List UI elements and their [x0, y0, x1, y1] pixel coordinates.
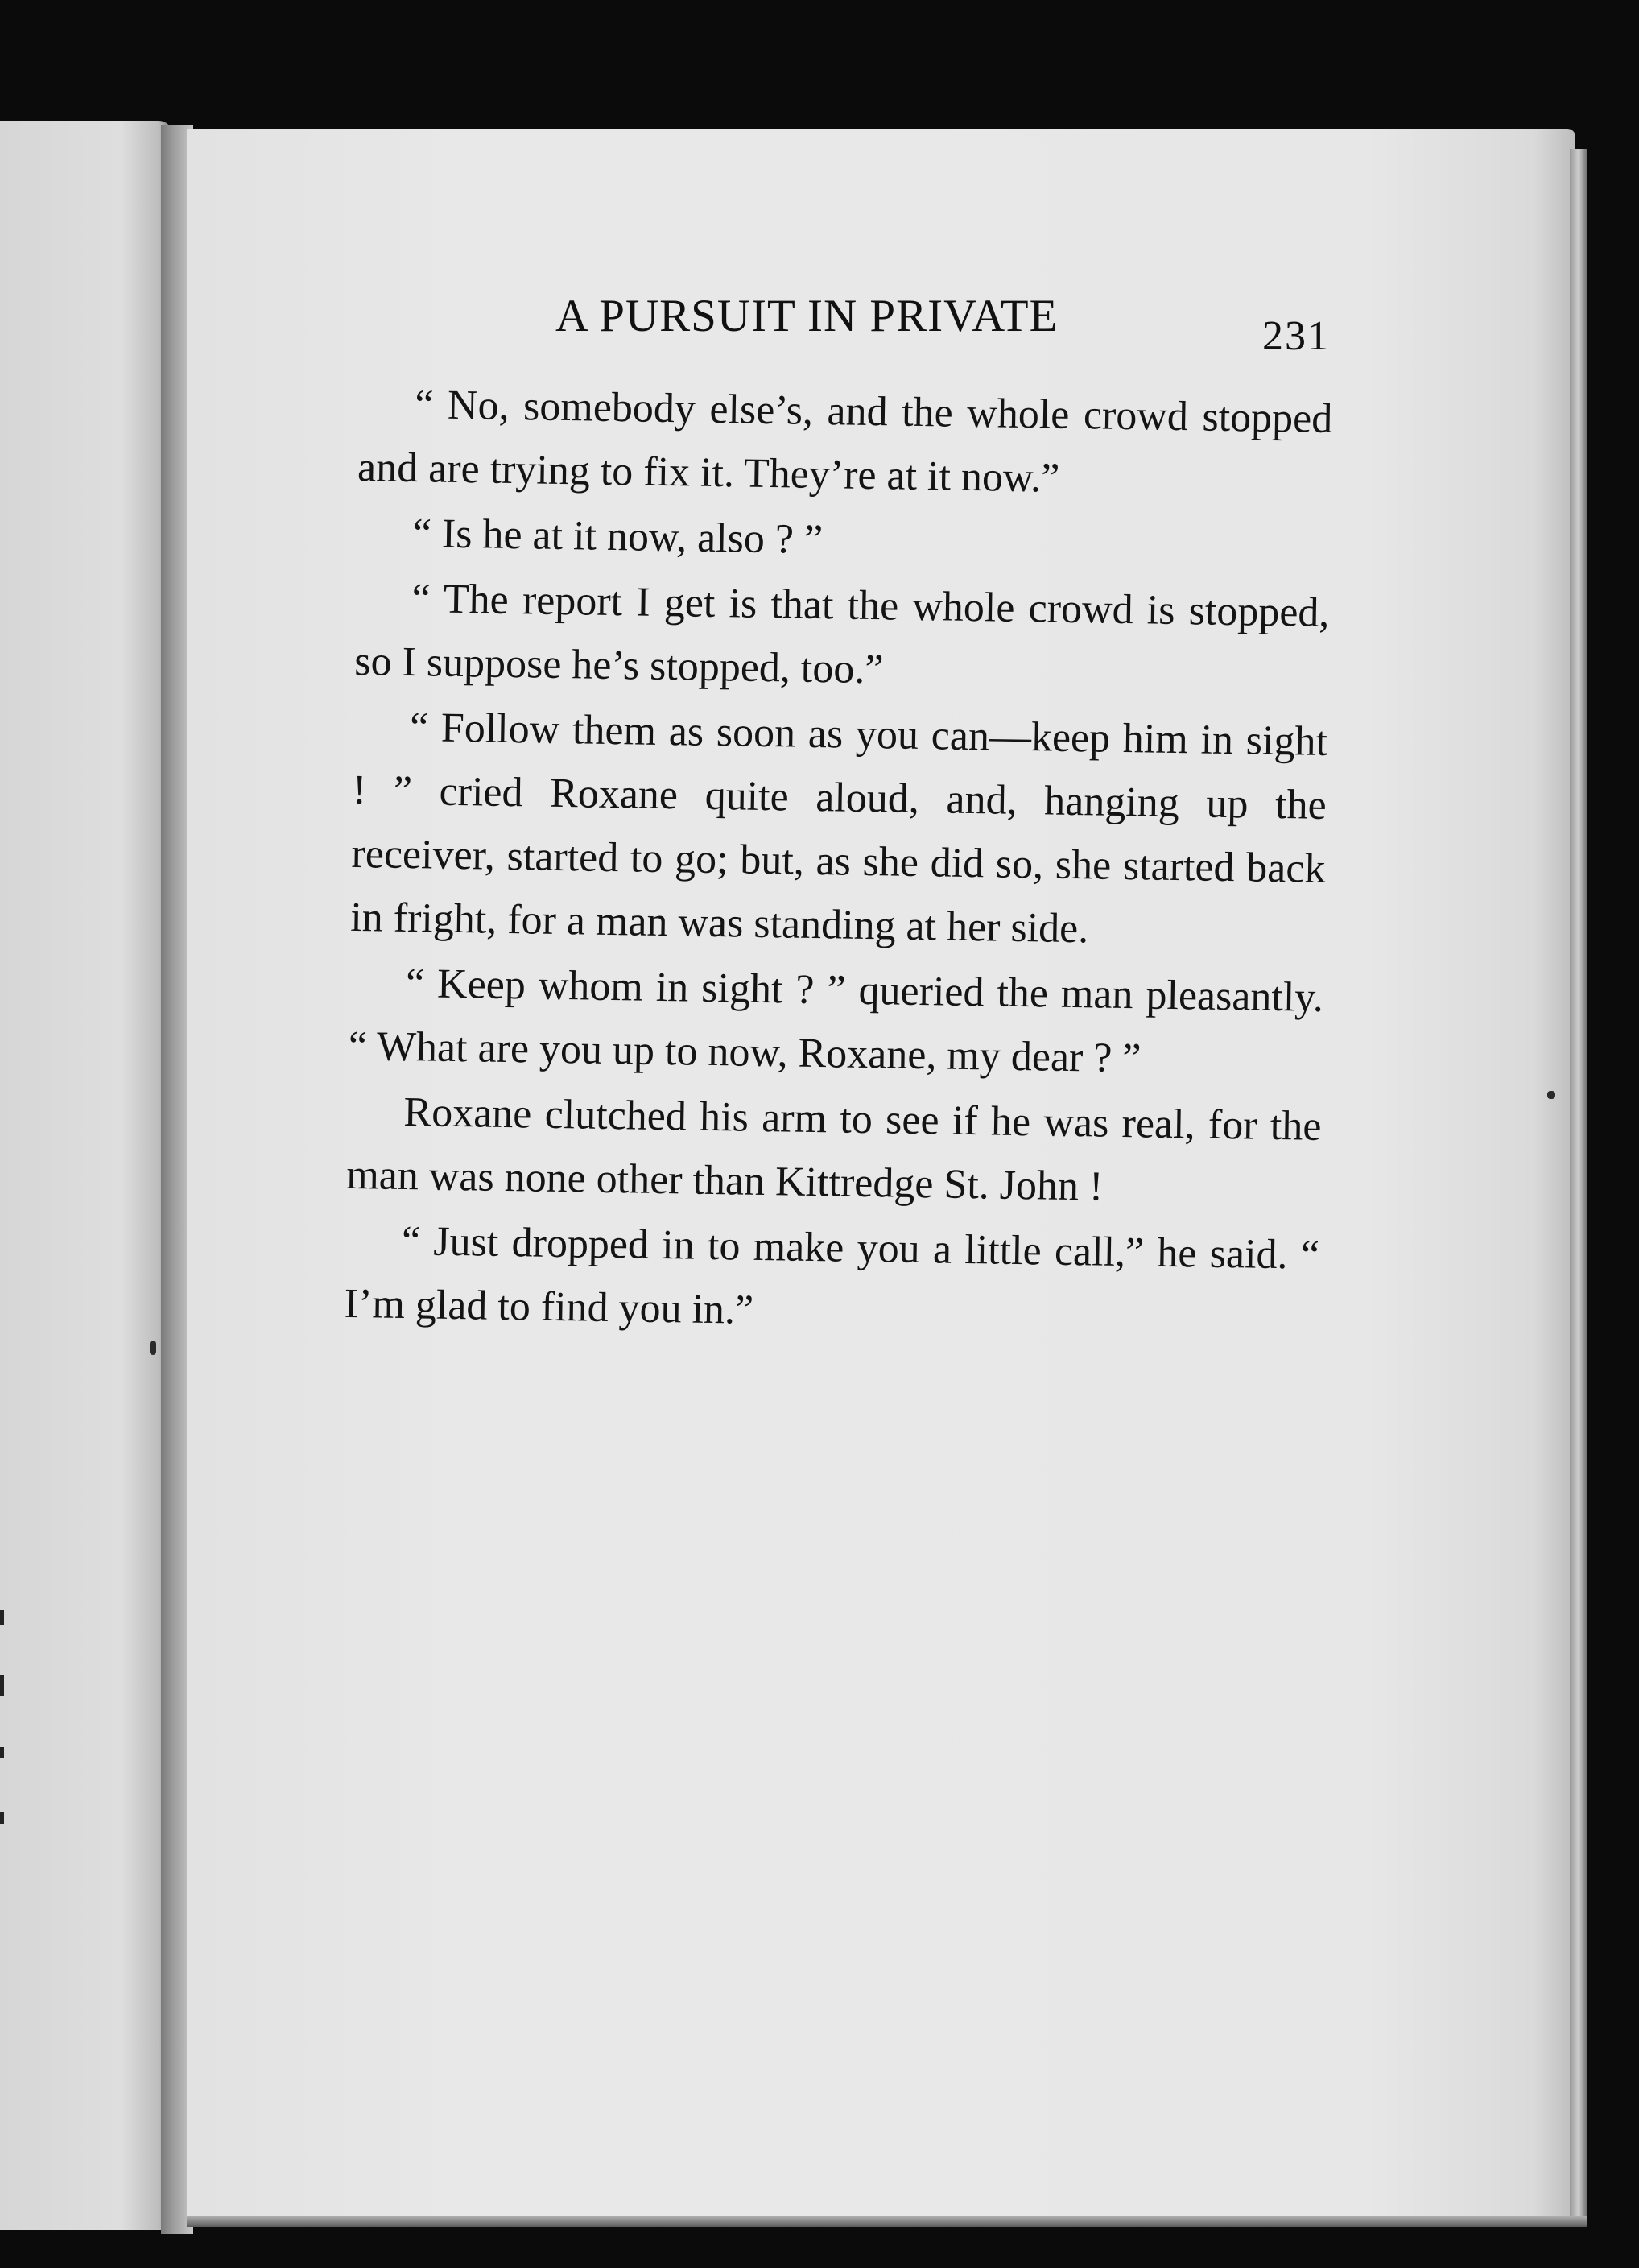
previous-page-edge [0, 121, 173, 2230]
paragraph: “ The report I get is that the whole crowd is stopped, so I suppose he’s stopped, too.” [353, 576, 1330, 693]
running-head: A PURSUIT IN PRIVATE [555, 291, 1059, 341]
page-right-edge [1570, 149, 1587, 2226]
page-number: 231 [1262, 313, 1330, 359]
paragraph: “ Just dropped in to make you a little call,” he said. “ I’m glad to find you in.” [344, 1217, 1320, 1333]
page-bottom-edge [187, 2216, 1587, 2227]
paragraph: “ Keep whom in sight ? ” queried the man pleasantly. “ What are you up to now, Roxane, my dear ? ” [348, 960, 1324, 1082]
paragraph: Roxane clutched his arm to see if he was real, for the man was none other than Kittredge St. John ! [345, 1089, 1322, 1210]
paragraph: “ Follow them as soon as you can—keep him in sight ! ” cried Roxane quite aloud, and, hanging up the receiver, started to go; but, as she did so, she started back in fright, for a man was standing at her side. [349, 704, 1328, 952]
margin-smudge [1547, 1091, 1555, 1099]
paragraph: “ No, somebody else’s, and the whole crowd stopped and are trying to fix it. They’re at it now.” [357, 382, 1333, 502]
body-text [344, 372, 1333, 1353]
margin-smudge [150, 1341, 156, 1355]
previous-page-print-marks [0, 1610, 5, 1852]
paragraph: “ Is he at it now, also ? ” [412, 510, 824, 564]
